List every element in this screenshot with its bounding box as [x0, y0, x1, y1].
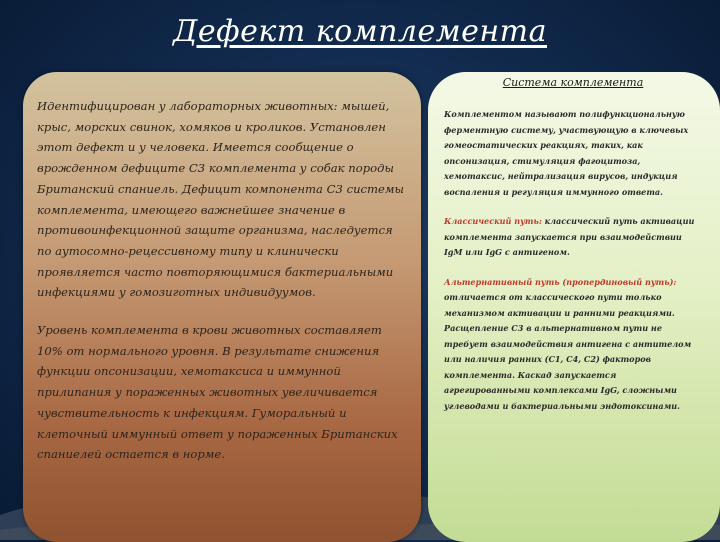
- right-intro: Комплементом называют полифункциональную ферментную систему, участвующую в ключевых гомеостатических реакциях, таких, как опсонизация, стимуляция фагоцитоза, хемотаксис, нейтрализация вирусов, индукция воспаления и регуляция иммунного ответа.: [444, 109, 689, 197]
- alternative-pathway: [444, 275, 702, 415]
- classical-pathway: [444, 214, 702, 261]
- classical-pathway-text: классический путь активации комплемента запускается при взаимодействии IgM или IgG с антигеном.: [444, 216, 695, 257]
- alternative-pathway-text: отличается от классического пути только механизмом активации и ранними реакциями. Расщепление С3 в альтернативном пути не требует взаимодействия антигена с антителом или наличия ранних (С1, С4, С2) факторов комплемента. Каскад запускается агрегированными комплексами IgG, сложными углеводами и бактериальными эндотоксинами.: [444, 292, 692, 411]
- left-text-panel: [23, 72, 421, 542]
- left-paragraph-1: Идентифицирован у лабораторных животных: мышей, крыс, морских свинок, хомяков и кроликов. Установлен этот дефект и у человека. Имеется сообщение о врожденном дефиците С3 комплемента у собак породы Британский спаниель. Дефицит компонента С3 системы комплемента, имеющего важнейшее значение в противоинфекционной защите организма, наследуется по аутосомно-рецессивному типу и клинически проявляется часто повторяющимися бактериальными инфекциями у гомозиготных индивидуумов.: [37, 99, 404, 300]
- slide-title: Дефект комплемента: [172, 14, 548, 49]
- right-text-panel: [428, 72, 720, 542]
- alternative-pathway-label: Альтернативный путь (пропердиновый путь):: [444, 276, 677, 287]
- left-paragraph-2: Уровень комплемента в крови животных составляет 10% от нормального уровня. В результате снижения функции опсонизации, хемотаксиса и иммунной прилипания у пораженных животных увеличивается чувствительность к инфекциям. Гуморальный и клеточный иммунный ответ у пораженных Британских спаниелей остается в норме.: [37, 323, 398, 462]
- classical-pathway-label: Классический путь:: [444, 216, 542, 226]
- right-panel-heading: Система комплемента: [502, 76, 644, 89]
